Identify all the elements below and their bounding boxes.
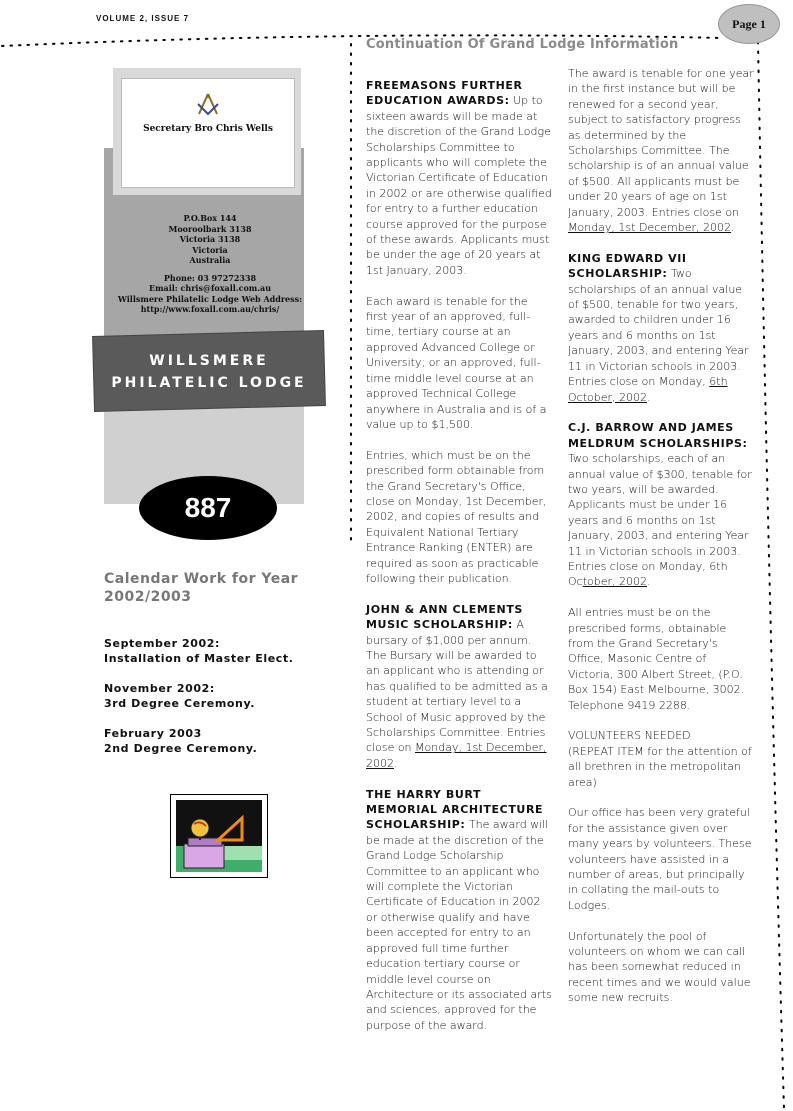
award-heading: FREEMASONS FURTHER EDUCATION AWARDS:	[366, 79, 523, 108]
paragraph	[568, 728, 754, 790]
lodge-name-line: WILLSMERE	[149, 353, 269, 369]
secretary-name: Secretary Bro Chris Wells	[143, 124, 273, 134]
paragraph-text: The award is tenable for one year in the first instance but will be renewed for a second year, subject to satisfactory progress as determined by the Scholarships Committee. The scholarship is of an annual value of $500. All applicants must be under 20 years of age on 1st January, 2003. Entries close on	[568, 67, 754, 219]
dotted-divider	[346, 42, 356, 542]
address-line: P.O.Box 144	[183, 213, 237, 223]
calendar-date: November 2002:	[104, 682, 215, 695]
paragraph: Entries, which must be on the prescribed form obtainable from the Grand Secretary's Office, close on Monday, 1st December, 2002, and copies of results and Equivalent National Tertiary Entrance Ranking (ENTER) are required as soon as practicable following their publication.	[366, 448, 547, 585]
calendar-item	[104, 681, 344, 711]
phone-line: Phone: 03 97272338	[163, 272, 257, 283]
address-line: Victoria 3138	[179, 234, 241, 244]
award-heading: KING EDWARD VII SCHOLARSHIP:	[568, 251, 687, 281]
closing-date: tober, 2002	[582, 575, 648, 589]
address-line: Australia	[189, 255, 231, 265]
paragraph	[366, 787, 552, 1034]
paragraph	[366, 602, 552, 771]
calendar-event: 2nd Degree Ceremony.	[104, 742, 258, 755]
calendar-item	[104, 726, 344, 756]
paragraph	[568, 420, 754, 589]
calendar-event: Installation of Master Elect.	[104, 652, 294, 665]
paragraph	[568, 251, 754, 405]
punctuation: .	[394, 756, 398, 770]
volunteers-subtitle: (REPEAT ITEM for the attention of all brethren in the metropolitan area)	[568, 744, 752, 789]
page-number-badge	[718, 4, 780, 44]
address-line: Mooroolbark 3138	[168, 223, 252, 234]
calendar-date: February 2003	[104, 727, 202, 740]
address-line: Victoria	[192, 244, 228, 255]
award-heading: C.J. BARROW AND JAMES MELDRUM SCHOLARSHIPS:	[568, 421, 748, 450]
calendar-item	[104, 636, 344, 666]
punctuation: .	[731, 221, 735, 235]
paragraph-text: Up to sixteen awards will be made at the discretion of the Grand Lodge Scholarships Committee to applicants who will complete the Victorian Certificate of Education in 2002 or are otherwise qualified for entry to a further education course approved for the purpose of these awards. Applicants must be under the age of 20 years at 1st January, 2003.	[366, 94, 552, 277]
paragraph-text: Two scholarships of an annual value of $500, tenable for two years, awarded to children under 16 years and 6 months on 1st January, 2003, and entering Year 11 in Victorian schools in 2003. Entries close on Monday,	[568, 267, 749, 389]
closing-date: Monday, 1st December, 2002	[366, 741, 547, 770]
paragraph-text: The award will be made at the discretion of the Grand Lodge Scholarship Committee to an applicant who will complete the Victorian Certificate of Education in 2002 or otherwise qualify and have been accepted for entry to an approved full time further education tertiary course or middle level course on Architecture or its associated arts and sciences, approved for the purpose of the award.	[366, 818, 552, 1032]
dotted-border-right	[754, 40, 793, 1111]
calendar-list	[104, 636, 344, 771]
paragraph-text: A bursary of $1,000 per annum. The Bursary will be awarded to an applicant who is attending or has qualified to be admitted as a student at tertiary level to a School of Music approved by the Scholarships Committee. Entries close on	[366, 618, 548, 755]
award-heading: JOHN & ANN CLEMENTS MUSIC SCHOLARSHIP:	[366, 602, 523, 632]
article-column-2	[568, 66, 754, 1021]
award-heading: THE HARRY BURT MEMORIAL ARCHITECTURE SCHOLARSHIP:	[366, 787, 544, 832]
square-compass-icon	[195, 92, 221, 118]
paragraph: Our office has been very grateful for the assistance given over many years by volunteers. These volunteers have assisted in a number of areas, but principally in collating the mail-outs to Lodges.	[568, 806, 752, 912]
paragraph	[366, 78, 552, 278]
calendar-event: 3rd Degree Ceremony.	[104, 697, 256, 710]
paragraph-text: Two scholarships, each of an annual value of $300, tenable for two years, will be awarded. Applicants must be under 16 years and 6 months on 1st January, 2003, and entering Year 11 in Victorian schools in 2003. Entries close on Monday, 6th Oc	[568, 452, 752, 589]
punctuation: .	[647, 575, 651, 589]
paragraph	[568, 66, 754, 235]
lodge-name-line: PHILATELIC LODGE	[111, 375, 307, 391]
calendar-title: Calendar Work for Year 2002/2003	[104, 571, 299, 605]
volume-issue: VOLUME 2, ISSUE 7	[96, 14, 190, 23]
paragraph: Unfortunately the pool of volunteers on whom we can call has been somewhat reduced in recent times and we would value some new recruits.	[568, 929, 751, 1005]
lodge-name	[94, 350, 324, 394]
section-title: Continuation Of Grand Lodge Information	[366, 37, 679, 52]
lodge-number-badge	[139, 476, 277, 540]
web-label: Willsmere Philatelic Lodge Web Address:	[117, 293, 303, 304]
school-desk-globe-icon	[170, 794, 268, 878]
punctuation: .	[647, 390, 651, 404]
lodge-address	[110, 213, 310, 315]
lodge-number: 887	[184, 492, 232, 523]
calendar-date: September 2002:	[104, 637, 221, 650]
closing-date: Monday, 1st December, 2002	[568, 221, 731, 235]
web-url[interactable]: http://www.foxall.com.au/chris/	[140, 304, 280, 314]
email-line: Email: chris@foxall.com.au	[148, 283, 272, 293]
page-number: Page 1	[732, 16, 766, 31]
closing-date: 6th October, 2002	[568, 375, 728, 404]
paragraph: Each award is tenable for the first year of an approved, full-time, tertiary course at an approved Advanced College or University; or an approved, full-time middle level course at an approved Technical College anywhere in Australia and is of a value up to $1,500.	[366, 294, 547, 431]
volunteers-heading: VOLUNTEERS NEEDED	[568, 729, 691, 743]
article-column-1	[366, 78, 552, 1049]
paragraph: All entries must be on the prescribed forms, obtainable from the Grand Secretary's Office, Masonic Centre of Victoria, 300 Albert Street, (P.O. Box 154) East Melbourne, 3002. Telephone 9419 2288.	[568, 606, 745, 712]
